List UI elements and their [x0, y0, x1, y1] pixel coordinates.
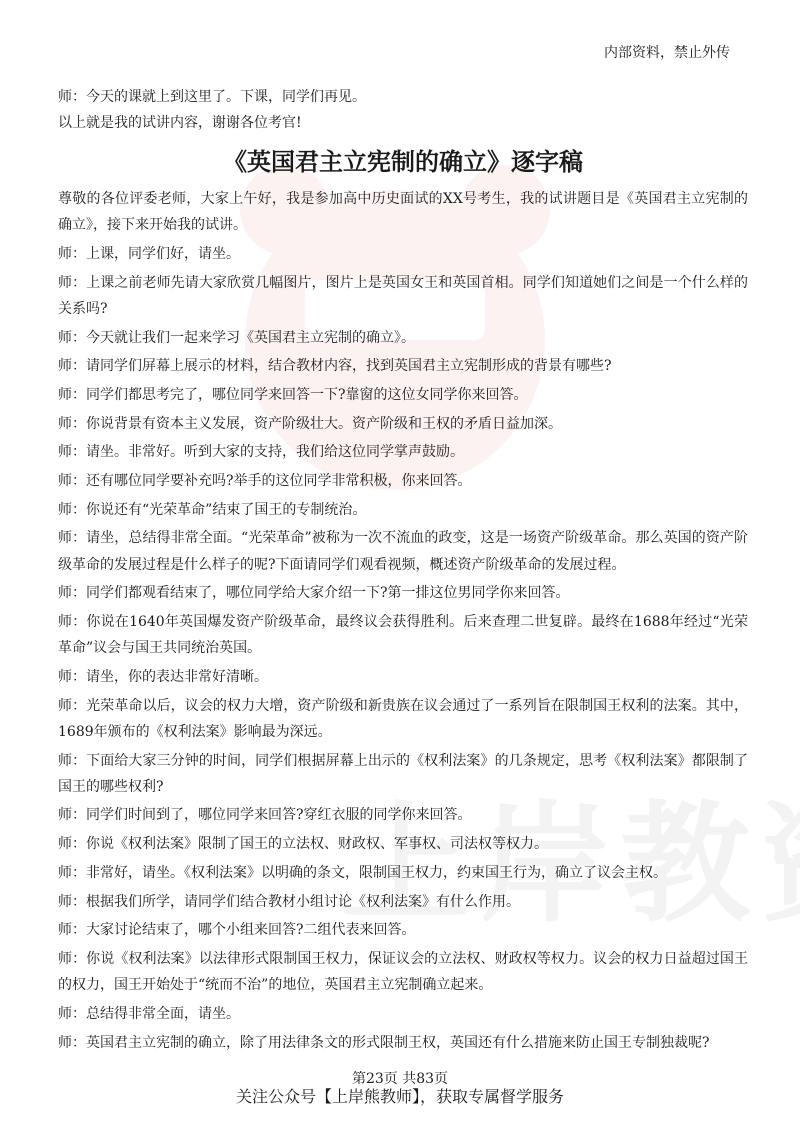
page-number: 第23页 共83页 — [351, 1071, 449, 1087]
transcript-paragraph: 师：大家讨论结束了，哪个小组来回答?二组代表来回答。 — [58, 922, 416, 939]
transcript-paragraph: 师：请坐，你的表达非常好清晰。 — [58, 668, 268, 685]
transcript-paragraph: 师：还有哪位同学要补充吗?举手的这位同学非常积极，你来回答。 — [58, 473, 472, 490]
transcript-paragraph: 师：你说《权利法案》以法律形式限制国王权力，保证议会的立法权、财政权等权力。议会的权力日益超过国王的权力，国王开始处于“统而不治”的地位，英国君主立宪制确立起来。 — [58, 950, 748, 994]
transcript-paragraph: 师：今天就让我们一起来学习《英国君主立宪制的确立》。 — [58, 329, 415, 346]
transcript-paragraph: 师：上课，同学们好，请坐。 — [58, 245, 240, 262]
confidential-note: 内部资料，禁止外传 — [604, 45, 730, 61]
transcript-paragraph: 师：光荣革命以后，议会的权力大增，资产阶级和新贵族在议会通过了一系列旨在限制国王权利的法案。其中，1689年颁布的《权利法案》影响最为深远。 — [58, 697, 748, 740]
intro-line: 师：今天的课就上到这里了。下课，同学们再见。 — [58, 89, 366, 105]
document-body — [58, 84, 748, 1058]
transcript-paragraph: 师：非常好，请坐。《权利法案》以明确的条文，限制国王权力，约束国王行为，确立了议会主权。 — [58, 864, 667, 881]
transcript-paragraph: 师：英国君主立宪制的确立，除了用法律条文的形式限制王权，英国还有什么措施来防止国王专制独裁呢? — [58, 1034, 710, 1051]
transcript-paragraph: 师：你说背景有资本主义发展，资产阶级壮大。资产阶级和王权的矛盾日益加深。 — [58, 415, 562, 432]
transcript-paragraph: 尊敬的各位评委老师，大家上午好，我是参加高中历史面试的XX号考生，我的试讲题目是《英国君主立宪制的确立》，接下来开始我的试讲。 — [58, 191, 748, 234]
transcript-paragraph: 师：你说在1640年英国爆发资产阶级革命，最终议会获得胜利。后来查理二世复辟。最终在1688年经过“光荣革命”议会与国王共同统治英国。 — [58, 614, 748, 657]
transcript-paragraph: 师：同学们时间到了，哪位同学来回答?穿红衣服的同学你来回答。 — [58, 807, 472, 824]
transcript-paragraph: 师：总结得非常全面，请坐。 — [58, 1005, 240, 1022]
transcript-paragraphs — [58, 186, 748, 1056]
transcript-paragraph: 师：请坐，总结得非常全面。“光荣革命”被称为一次不流血的政变，这是一场资产阶级革命。那么英国的资产阶级革命的发展过程是什么样子的呢?下面请同学们观看视频，概述资产阶级革命的发展过程。 — [58, 530, 748, 573]
transcript-paragraph: 师：上课之前老师先请大家欣赏几幅图片，图片上是英国女王和英国首相。同学们知道她们之间是一个什么样的关系吗? — [58, 274, 748, 317]
transcript-paragraph: 师：根据我们所学，请同学们结合教材小组讨论《权利法案》有什么作用。 — [58, 893, 520, 910]
promo-text: 关注公众号【上岸熊教师】，获取专属督学服务 — [235, 1087, 564, 1106]
transcript-paragraph: 师：同学们都观看结束了，哪位同学给大家介绍一下?第一排这位男同学你来回答。 — [58, 585, 570, 602]
intro-line: 以上就是我的试讲内容，谢谢各位考官! — [58, 115, 302, 131]
transcript-paragraph: 师：请同学们屏幕上展示的材料，结合教材内容，找到英国君主立宪制形成的背景有哪些? — [58, 358, 612, 375]
transcript-paragraph: 师：同学们都思考完了，哪位同学来回答一下?靠窗的这位女同学你来回答。 — [58, 386, 528, 403]
transcript-paragraph: 师：你说《权利法案》限制了国王的立法权、财政权、军事权、司法权等权力。 — [58, 836, 548, 853]
transcript-paragraph: 师：你说还有“光荣革命”结束了国王的专制统治。 — [58, 501, 367, 518]
transcript-paragraph: 师：下面给大家三分钟的时间，同学们根据屏幕上出示的《权利法案》的几条规定，思考《权利法案》都限制了国王的哪些权利? — [58, 752, 748, 795]
transcript-paragraph: 师：请坐。非常好。听到大家的支持，我们给这位同学掌声鼓励。 — [58, 444, 464, 461]
document-title: 《英国君主立宪制的确立》逐字稿 — [223, 147, 583, 176]
